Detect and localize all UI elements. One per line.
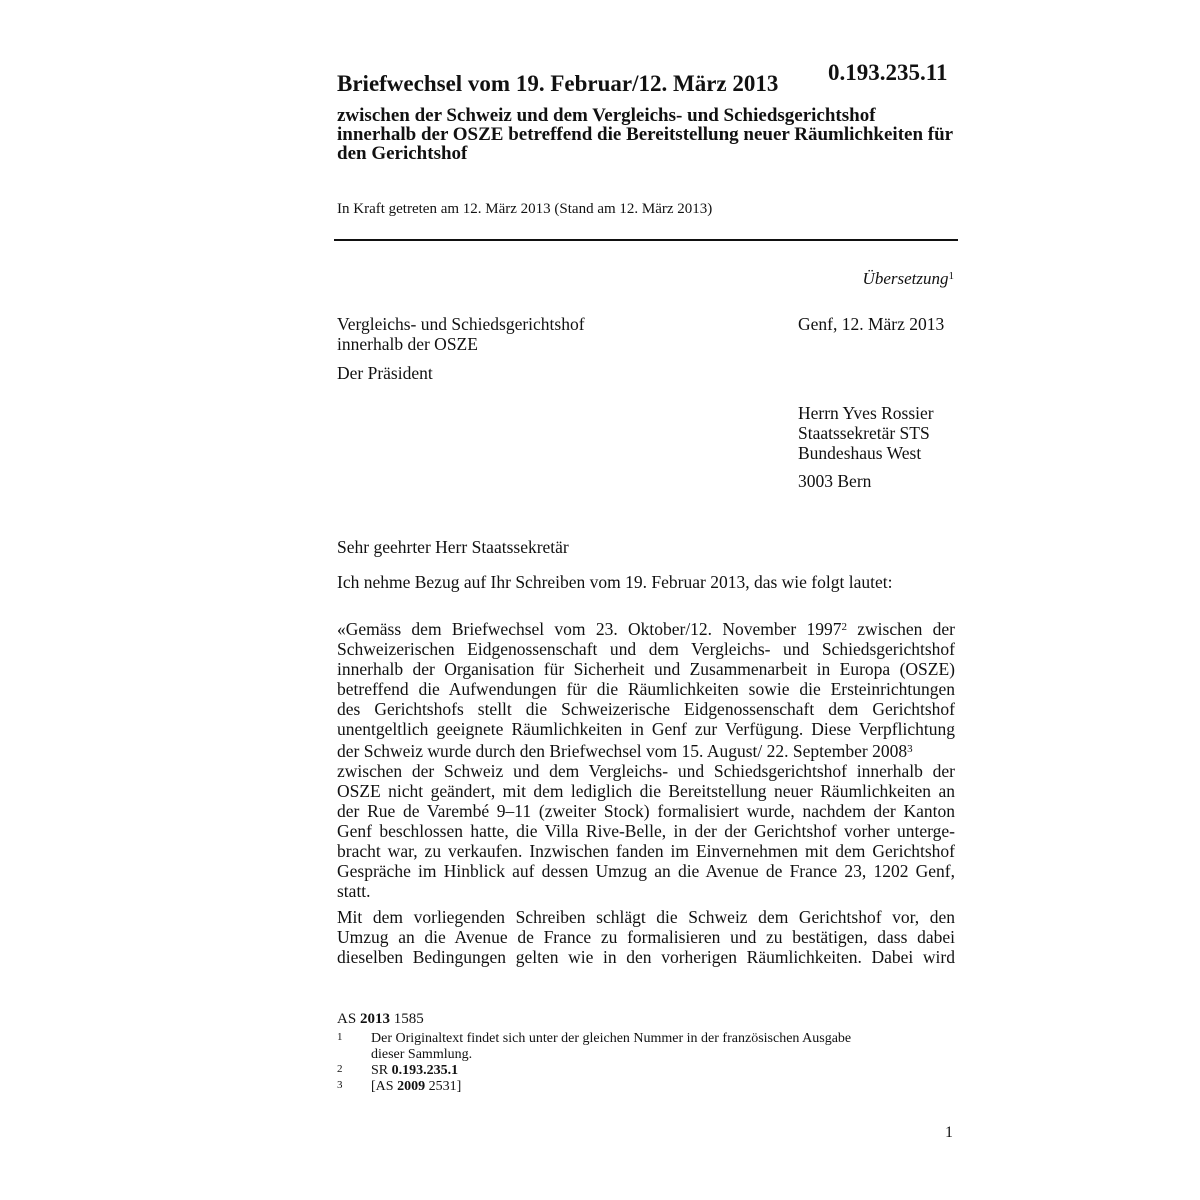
as-reference xyxy=(337,1011,424,1028)
text-segment: der Schweiz wurde durch den Briefwechsel vom 15. August/ 22. September 2008 xyxy=(337,741,908,761)
footnote-3 xyxy=(337,1079,957,1095)
text-line: der Rue de Varembé 9–11 (zweiter Stock) formalisiert wurde, nachdem der Kanton xyxy=(337,801,955,821)
footnote-number: 1 xyxy=(337,1031,343,1043)
footnote-text: dieser Sammlung. xyxy=(371,1047,473,1062)
text-line xyxy=(337,617,955,639)
text-line: Genf beschlossen hatte, die Villa Rive-Belle, in der der Gerichtshof vorher unterge- xyxy=(337,821,955,841)
text-segment: zwischen der xyxy=(846,619,955,639)
footnote-prefix: SR xyxy=(371,1063,389,1078)
translation-note xyxy=(863,269,954,289)
recipient-building: Bundeshaus West xyxy=(798,443,922,463)
text-line: Umzug an die Avenue de France zu formalisieren und zu bestätigen, dass dabei xyxy=(337,927,955,947)
header-divider xyxy=(334,239,958,241)
text-line: innerhalb der Organisation für Sicherheit und Zusammenarbeit in Europa (OSZE) xyxy=(337,659,955,679)
footnote-ref-1[interactable]: 1 xyxy=(948,270,954,282)
sender-role: Der Präsident xyxy=(337,363,433,383)
salutation: Sehr geehrter Herr Staatssekretär xyxy=(337,537,569,557)
document-subtitle: zwischen der Schweiz und dem Vergleichs- und Schiedsgerichtshof innerhalb der OSZE betreffend die Bereitstellung neuer Räumlichkeiten für den Gerichtshof xyxy=(337,105,953,164)
text-line: Gespräche im Hinblick auf dessen Umzug an die Avenue de France 23, 1202 Genf, xyxy=(337,861,955,881)
footnote-text: Der Originaltext findet sich unter der gleichen Nummer in der französischen Ausgabe xyxy=(371,1031,852,1046)
footnote-suffix: 2531] xyxy=(428,1079,462,1094)
recipient-block xyxy=(798,403,998,463)
sender-line-2: innerhalb der OSZE xyxy=(337,334,478,354)
footnote-1 xyxy=(337,1031,957,1063)
translation-label: Übersetzung xyxy=(862,269,949,288)
recipient-city: 3003 Bern xyxy=(798,471,872,491)
document-title: Briefwechsel vom 19. Februar/12. März 2013 xyxy=(337,71,779,96)
text-line: betreffend die Aufwendungen für die Räumlichkeiten sowie die Ersteinrichtungen xyxy=(337,679,955,699)
text-line: statt. xyxy=(337,881,371,901)
footnote-number: 2 xyxy=(337,1063,343,1075)
footnote-sr-number[interactable]: 0.193.235.1 xyxy=(391,1063,459,1078)
footnote-2 xyxy=(337,1063,957,1079)
as-prefix: AS xyxy=(337,1011,357,1027)
footnote-ref-3[interactable]: 3 xyxy=(907,743,913,755)
footnote-number: 3 xyxy=(337,1079,343,1091)
text-line xyxy=(337,739,955,761)
sender-line-1: Vergleichs- und Schiedsgerichtshof xyxy=(337,314,585,334)
footnote-ref-2[interactable]: 2 xyxy=(841,621,847,633)
text-line: zwischen der Schweiz und dem Vergleichs- und Schiedsgerichtshof innerhalb der xyxy=(337,761,955,781)
recipient-title: Staatssekretär STS xyxy=(798,423,930,443)
text-line: dieselben Bedingungen gelten wie in den vorherigen Räumlichkeiten. Dabei wird xyxy=(337,947,955,967)
text-line: bracht war, zu verkaufen. Inzwischen fanden im Einvernehmen mit dem Gerichtshof xyxy=(337,841,955,861)
page-number: 1 xyxy=(945,1124,953,1141)
footnotes xyxy=(337,1031,957,1095)
letter-date: Genf, 12. März 2013 xyxy=(798,314,945,334)
as-page: 1585 xyxy=(393,1011,424,1027)
footnote-prefix: [AS xyxy=(371,1079,394,1094)
text-segment: «Gemäss dem Briefwechsel vom 23. Oktober/12. November 1997 xyxy=(337,619,842,639)
intro-paragraph: Ich nehme Bezug auf Ihr Schreiben vom 19. Februar 2013, das wie folgt lautet: xyxy=(337,572,893,592)
text-line: Schweizerischen Eidgenossenschaft und dem Vergleichs- und Schiedsgerichtshof xyxy=(337,639,955,659)
in-force-date: In Kraft getreten am 12. März 2013 (Stand am 12. März 2013) xyxy=(337,201,713,217)
footnote-as-year: 2009 xyxy=(397,1079,426,1094)
text-line: des Gerichtshofs stellt die Schweizerische Eidgenossenschaft dem Gerichtshof xyxy=(337,699,955,719)
recipient-name: Herrn Yves Rossier xyxy=(798,403,934,423)
sr-number: 0.193.235.11 xyxy=(828,60,948,85)
text-line: OSZE nicht geändert, mit dem lediglich die Bereitstellung neuer Räumlichkeiten an xyxy=(337,781,955,801)
text-line: Mit dem vorliegenden Schreiben schlägt die Schweiz dem Gerichtshof vor, den xyxy=(337,907,955,927)
quoted-paragraph-2 xyxy=(337,907,955,967)
text-line: unentgeltlich geeignete Räumlichkeiten in Genf zur Verfügung. Diese Verpflichtung xyxy=(337,719,955,739)
as-year: 2013 xyxy=(359,1011,390,1027)
sender-block xyxy=(337,314,667,354)
quoted-paragraph-1 xyxy=(337,617,955,901)
